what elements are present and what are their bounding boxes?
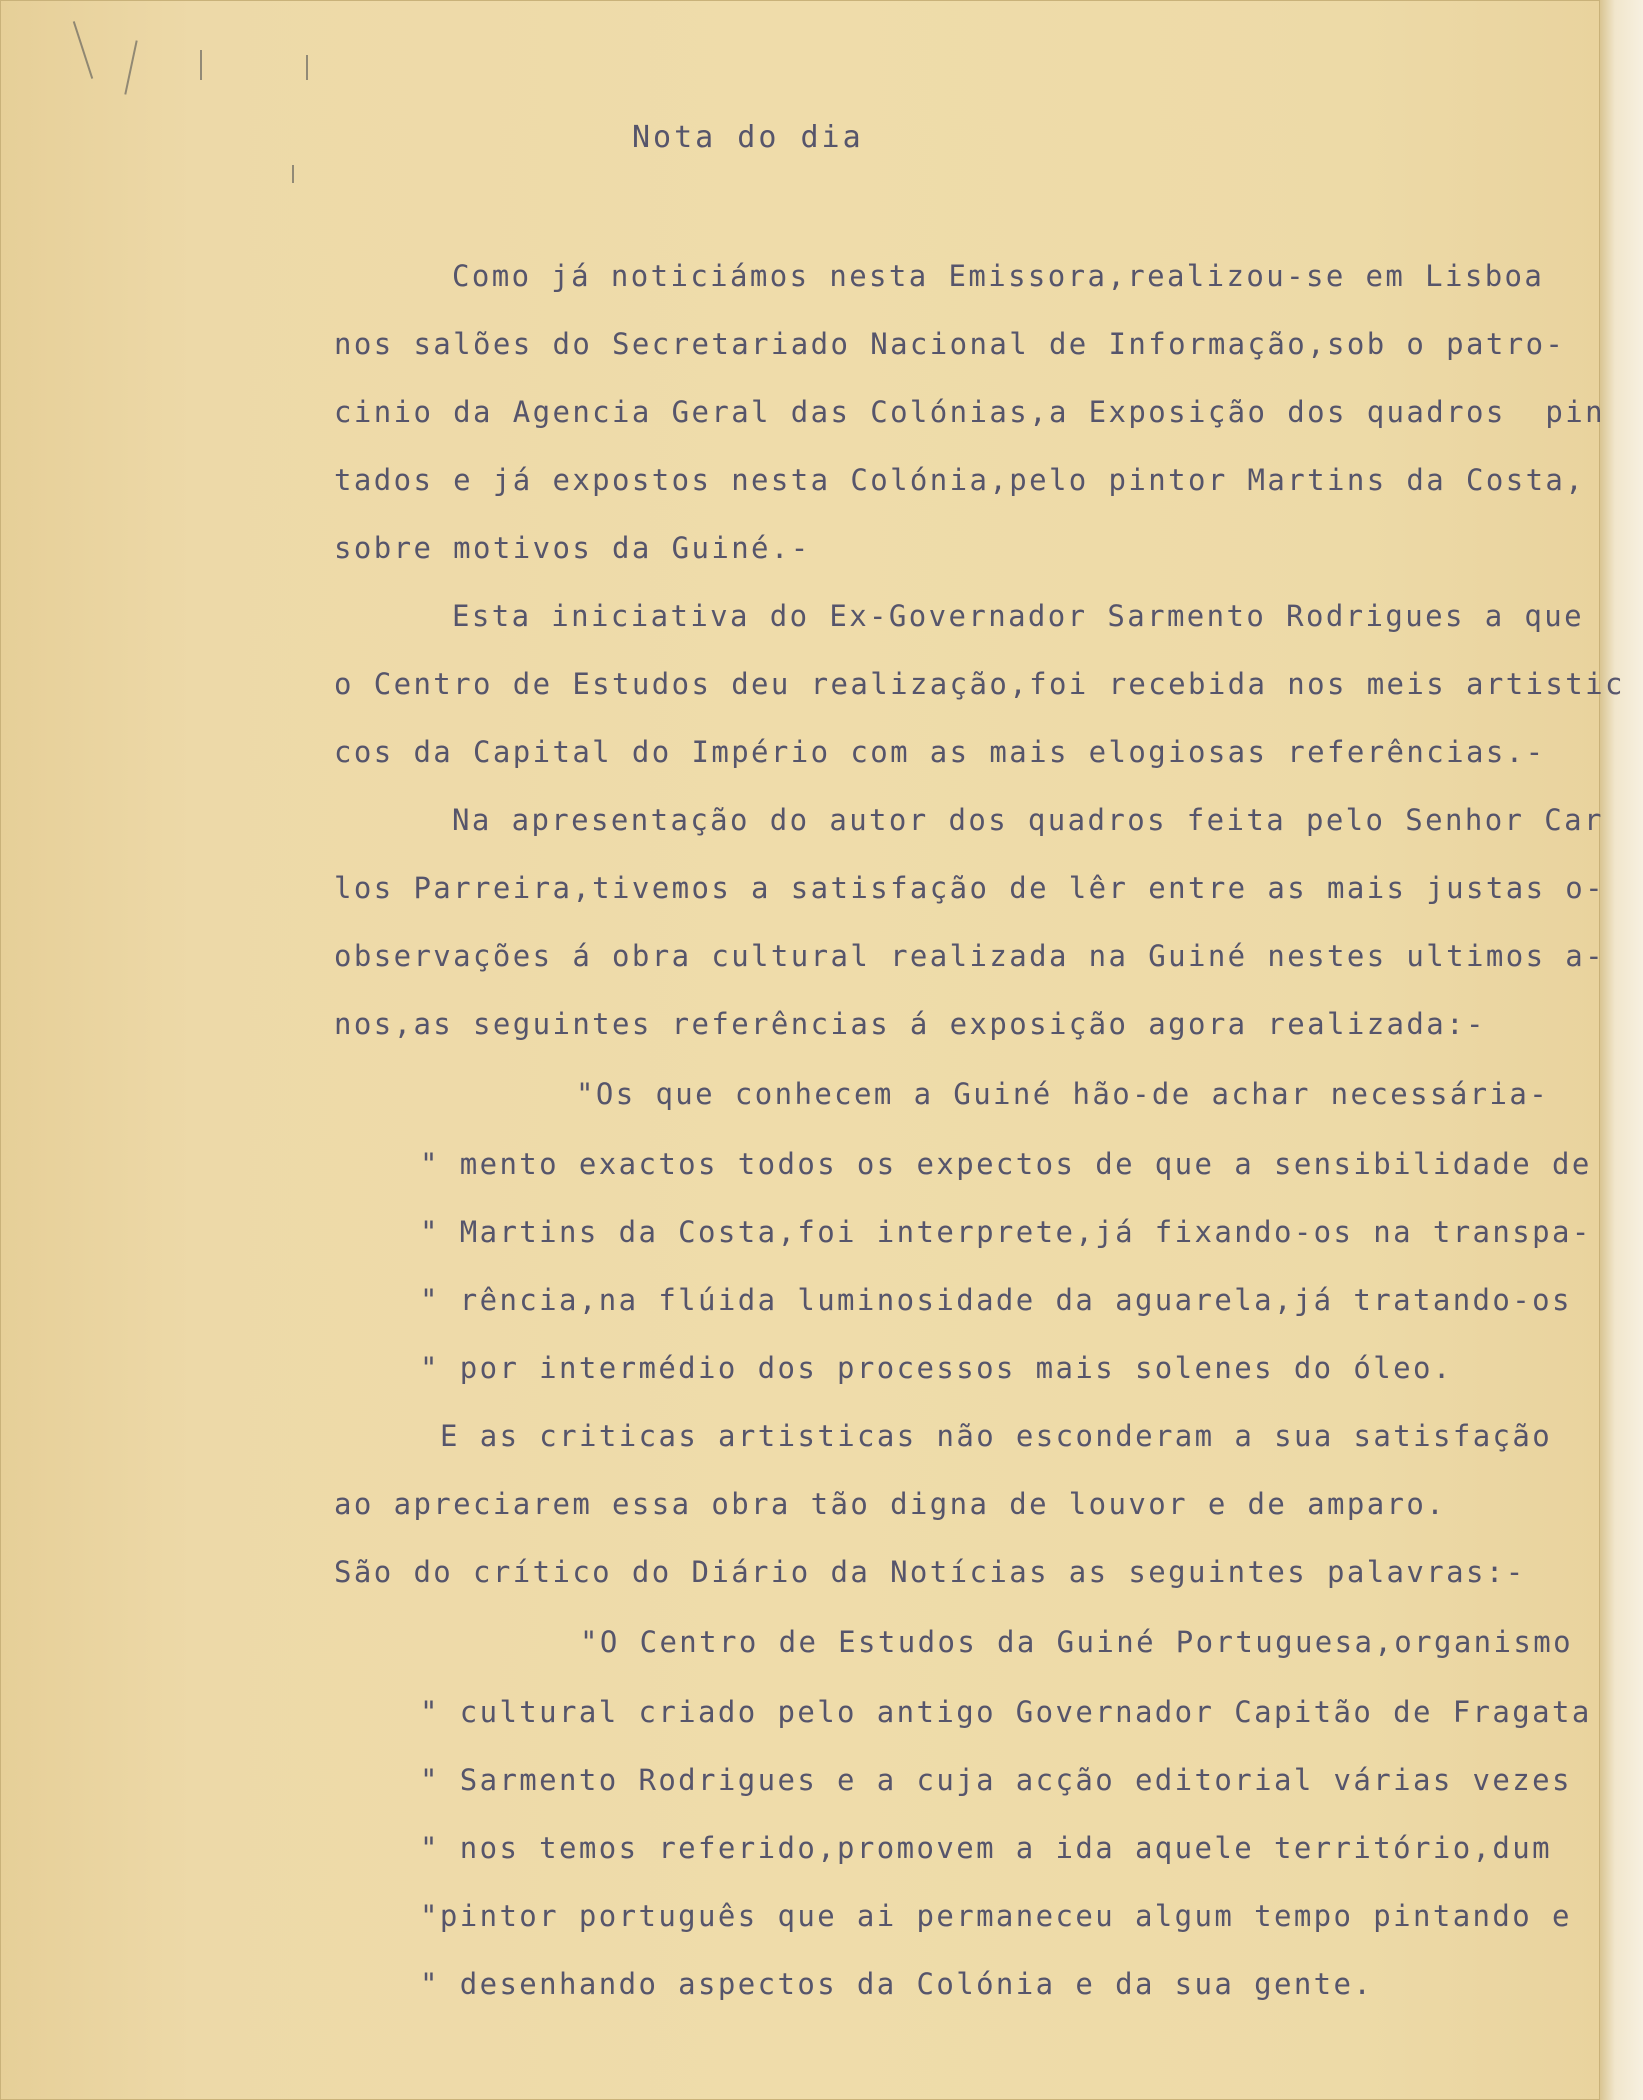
quote-line: " Sarmento Rodrigues e a cuja acção editorial várias vezes	[420, 1763, 1572, 1797]
text-line: São do crítico do Diário da Notícias as seguintes palavras:-	[334, 1555, 1526, 1589]
quote-line: " nos temos referido,promovem a ida aquele território,dum	[420, 1831, 1552, 1865]
pencil-mark	[200, 50, 202, 80]
quote-line: " desenhando aspectos da Colónia e da sua gente.	[420, 1967, 1374, 2001]
quote-line: " por intermédio dos processos mais solenes do óleo.	[420, 1351, 1453, 1385]
quote-line: "O Centro de Estudos da Guiné Portuguesa,organismo	[580, 1625, 1573, 1659]
quote-line: " rência,na flúida luminosidade da aguarela,já tratando-os	[420, 1283, 1572, 1317]
quote-line: " Martins da Costa,foi interprete,já fixando-os na transpa-	[420, 1215, 1592, 1249]
text-line: los Parreira,tivemos a satisfação de lêr entre as mais justas o-	[334, 871, 1606, 905]
quote-line: "pintor português que ai permaneceu algum tempo pintando e	[420, 1899, 1572, 1933]
page-edge	[1600, 0, 1643, 2100]
text-line: cos da Capital do Império com as mais elogiosas referências.-	[334, 735, 1546, 769]
text-line: o Centro de Estudos deu realização,foi recebida nos meis artistic	[334, 667, 1625, 701]
text-line: E as criticas artisticas não esconderam a sua satisfação	[440, 1419, 1553, 1453]
text-line: nos,as seguintes referências á exposição agora realizada:-	[334, 1007, 1486, 1041]
quote-line: " cultural criado pelo antigo Governador Capitão de Fragata	[420, 1695, 1592, 1729]
text-line: Na apresentação do autor dos quadros feita pelo Senhor Car	[452, 803, 1604, 837]
pencil-mark	[306, 55, 308, 80]
text-line: tados e já expostos nesta Colónia,pelo pintor Martins da Costa,	[334, 463, 1586, 497]
text-line: nos salões do Secretariado Nacional de Informação,sob o patro-	[334, 327, 1566, 361]
page-title: Nota do dia	[632, 120, 864, 155]
text-line: ao apreciarem essa obra tão digna de louvor e de amparo.	[334, 1487, 1447, 1521]
text-line: sobre motivos da Guiné.-	[334, 531, 811, 565]
text-line: Esta iniciativa do Ex-Governador Sarmento Rodrigues a que	[452, 599, 1584, 633]
quote-line: " mento exactos todos os expectos de que a sensibilidade de	[420, 1147, 1592, 1181]
quote-line: "Os que conhecem a Guiné hão-de achar necessária-	[576, 1077, 1550, 1111]
text-line: cinio da Agencia Geral das Colónias,a Exposição dos quadros pin	[334, 395, 1606, 429]
text-line: observações á obra cultural realizada na Guiné nestes ultimos a-	[334, 939, 1606, 973]
pencil-mark	[292, 165, 294, 183]
text-line: Como já noticiámos nesta Emissora,realizou-se em Lisboa	[452, 259, 1545, 293]
